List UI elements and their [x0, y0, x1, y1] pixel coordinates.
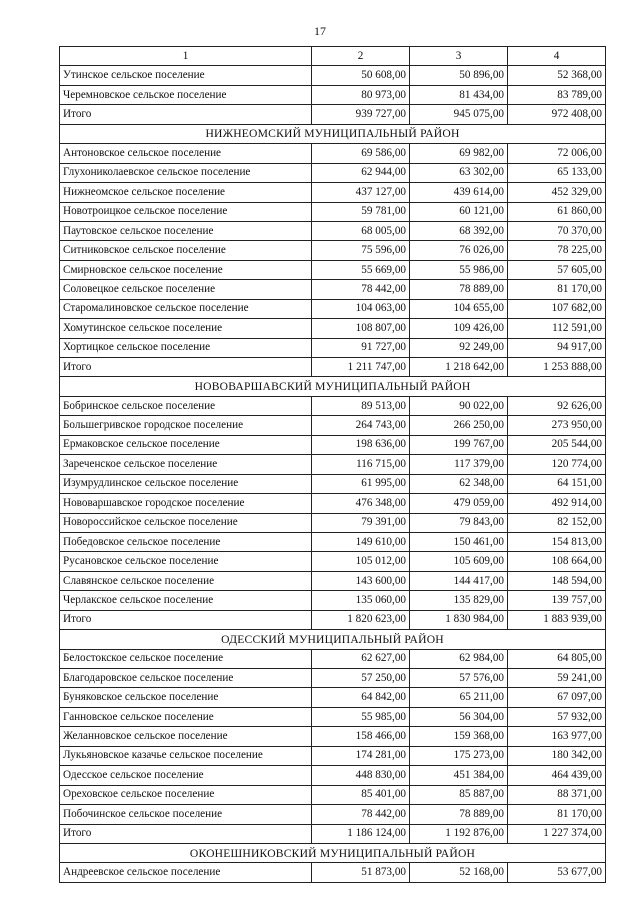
header-col-4: 4	[508, 47, 606, 66]
amount-cell-col-2: 61 995,00	[312, 474, 410, 493]
amount-cell-col-4: 52 368,00	[508, 66, 606, 85]
section-header-row	[60, 630, 606, 649]
table-row	[60, 766, 606, 785]
table-row	[60, 649, 606, 668]
amount-cell-col-4: 81 170,00	[508, 280, 606, 299]
amount-cell-col-3: 945 075,00	[410, 105, 508, 124]
amount-cell-col-4: 53 677,00	[508, 863, 606, 882]
amount-cell-col-2: 198 636,00	[312, 435, 410, 454]
header-col-3: 3	[410, 47, 508, 66]
amount-cell-col-2: 57 250,00	[312, 669, 410, 688]
amount-cell-col-3: 50 896,00	[410, 66, 508, 85]
settlement-name: Изумрудлинское сельское поселение	[60, 474, 312, 493]
amount-cell-col-4: 64 151,00	[508, 474, 606, 493]
amount-cell-col-3: 90 022,00	[410, 396, 508, 415]
amount-cell-col-3: 78 889,00	[410, 280, 508, 299]
table-row	[60, 805, 606, 824]
settlement-name: Хомутинское сельское поселение	[60, 319, 312, 338]
amount-cell-col-2: 108 807,00	[312, 319, 410, 338]
amount-cell-col-3: 266 250,00	[410, 416, 508, 435]
amount-cell-col-2: 89 513,00	[312, 396, 410, 415]
settlement-name: Андреевское сельское поселение	[60, 863, 312, 882]
settlement-name: Итого	[60, 610, 312, 629]
amount-cell-col-2: 1 186 124,00	[312, 824, 410, 843]
table-row	[60, 66, 606, 85]
amount-cell-col-3: 159 368,00	[410, 727, 508, 746]
amount-cell-col-2: 80 973,00	[312, 85, 410, 104]
amount-cell-col-2: 448 830,00	[312, 766, 410, 785]
table-row	[60, 396, 606, 415]
section-title: НИЖНЕОМСКИЙ МУНИЦИПАЛЬНЫЙ РАЙОН	[60, 124, 606, 143]
header-col-1: 1	[60, 47, 312, 66]
amount-cell-col-2: 51 873,00	[312, 863, 410, 882]
table-row	[60, 241, 606, 260]
amount-cell-col-4: 65 133,00	[508, 163, 606, 182]
section-header-row	[60, 377, 606, 396]
table-row	[60, 727, 606, 746]
amount-cell-col-4: 1 227 374,00	[508, 824, 606, 843]
amount-cell-col-3: 78 889,00	[410, 805, 508, 824]
amount-cell-col-3: 1 218 642,00	[410, 358, 508, 377]
settlement-name: Ореховское сельское поселение	[60, 785, 312, 804]
amount-cell-col-4: 57 605,00	[508, 260, 606, 279]
table-row	[60, 416, 606, 435]
table-row	[60, 688, 606, 707]
amount-cell-col-4: 180 342,00	[508, 746, 606, 765]
amount-cell-col-4: 72 006,00	[508, 144, 606, 163]
amount-cell-col-3: 79 843,00	[410, 513, 508, 532]
amount-cell-col-4: 1 883 939,00	[508, 610, 606, 629]
amount-cell-col-4: 92 626,00	[508, 396, 606, 415]
section-title: ОДЕССКИЙ МУНИЦИПАЛЬНЫЙ РАЙОН	[60, 630, 606, 649]
amount-cell-col-3: 62 984,00	[410, 649, 508, 668]
settlement-name: Ермаковское сельское поселение	[60, 435, 312, 454]
amount-cell-col-4: 205 544,00	[508, 435, 606, 454]
settlement-name: Бобринское сельское поселение	[60, 396, 312, 415]
settlement-name: Утинское сельское поселение	[60, 66, 312, 85]
table-row	[60, 669, 606, 688]
total-row	[60, 824, 606, 843]
amount-cell-col-2: 91 727,00	[312, 338, 410, 357]
amount-cell-col-4: 148 594,00	[508, 571, 606, 590]
amount-cell-col-2: 78 442,00	[312, 280, 410, 299]
amount-cell-col-3: 199 767,00	[410, 435, 508, 454]
amount-cell-col-4: 78 225,00	[508, 241, 606, 260]
amount-cell-col-3: 451 384,00	[410, 766, 508, 785]
amount-cell-col-4: 492 914,00	[508, 494, 606, 513]
settlement-name: Старомалиновское сельское поселение	[60, 299, 312, 318]
amount-cell-col-4: 81 170,00	[508, 805, 606, 824]
table-row	[60, 299, 606, 318]
amount-cell-col-3: 68 392,00	[410, 221, 508, 240]
table-row	[60, 532, 606, 551]
amount-cell-col-3: 85 887,00	[410, 785, 508, 804]
settlement-name: Благодаровское сельское поселение	[60, 669, 312, 688]
settlement-name: Черемновское сельское поселение	[60, 85, 312, 104]
settlement-name: Белостокское сельское поселение	[60, 649, 312, 668]
settlement-name: Одесское сельское поселение	[60, 766, 312, 785]
section-header-row	[60, 843, 606, 862]
settlement-name: Ганновское сельское поселение	[60, 707, 312, 726]
settlement-name: Черлакское сельское поселение	[60, 591, 312, 610]
settlement-name: Паутовское сельское поселение	[60, 221, 312, 240]
amount-cell-col-3: 81 434,00	[410, 85, 508, 104]
table-row	[60, 571, 606, 590]
amount-cell-col-3: 62 348,00	[410, 474, 508, 493]
amount-cell-col-2: 75 596,00	[312, 241, 410, 260]
amount-cell-col-2: 62 627,00	[312, 649, 410, 668]
amount-cell-col-4: 83 789,00	[508, 85, 606, 104]
amount-cell-col-4: 163 977,00	[508, 727, 606, 746]
table-row	[60, 494, 606, 513]
amount-cell-col-4: 972 408,00	[508, 105, 606, 124]
amount-cell-col-4: 67 097,00	[508, 688, 606, 707]
amount-cell-col-2: 143 600,00	[312, 571, 410, 590]
page-number: 17	[314, 24, 326, 38]
amount-cell-col-2: 78 442,00	[312, 805, 410, 824]
section-title: НОВОВАРШАВСКИЙ МУНИЦИПАЛЬНЫЙ РАЙОН	[60, 377, 606, 396]
amount-cell-col-2: 79 391,00	[312, 513, 410, 532]
amount-cell-col-2: 69 586,00	[312, 144, 410, 163]
table-row	[60, 202, 606, 221]
table-row	[60, 435, 606, 454]
settlement-name: Нововаршавское городское поселение	[60, 494, 312, 513]
amount-cell-col-3: 57 576,00	[410, 669, 508, 688]
amount-cell-col-4: 120 774,00	[508, 455, 606, 474]
amount-cell-col-2: 149 610,00	[312, 532, 410, 551]
amount-cell-col-4: 70 370,00	[508, 221, 606, 240]
amount-cell-col-3: 63 302,00	[410, 163, 508, 182]
amount-cell-col-3: 150 461,00	[410, 532, 508, 551]
amount-cell-col-4: 88 371,00	[508, 785, 606, 804]
amount-cell-col-2: 64 842,00	[312, 688, 410, 707]
settlement-name: Славянское сельское поселение	[60, 571, 312, 590]
amount-cell-col-3: 1 192 876,00	[410, 824, 508, 843]
total-row	[60, 105, 606, 124]
settlement-name: Побочинское сельское поселение	[60, 805, 312, 824]
header-col-2: 2	[312, 47, 410, 66]
amount-cell-col-2: 59 781,00	[312, 202, 410, 221]
amount-cell-col-3: 104 655,00	[410, 299, 508, 318]
amount-cell-col-4: 82 152,00	[508, 513, 606, 532]
amount-cell-col-3: 175 273,00	[410, 746, 508, 765]
amount-cell-col-4: 112 591,00	[508, 319, 606, 338]
settlement-name: Хортицкое сельское поселение	[60, 338, 312, 357]
table-row	[60, 513, 606, 532]
amount-cell-col-4: 1 253 888,00	[508, 358, 606, 377]
table-row	[60, 85, 606, 104]
amount-cell-col-4: 154 813,00	[508, 532, 606, 551]
amount-cell-col-2: 105 012,00	[312, 552, 410, 571]
amount-cell-col-2: 1 211 747,00	[312, 358, 410, 377]
amount-cell-col-3: 144 417,00	[410, 571, 508, 590]
settlement-name: Антоновское сельское поселение	[60, 144, 312, 163]
amount-cell-col-2: 1 820 623,00	[312, 610, 410, 629]
table-row	[60, 785, 606, 804]
amount-cell-col-3: 92 249,00	[410, 338, 508, 357]
total-row	[60, 610, 606, 629]
amount-cell-col-2: 104 063,00	[312, 299, 410, 318]
amount-cell-col-4: 59 241,00	[508, 669, 606, 688]
amount-cell-col-3: 135 829,00	[410, 591, 508, 610]
settlement-name: Зареченское сельское поселение	[60, 455, 312, 474]
amount-cell-col-2: 158 466,00	[312, 727, 410, 746]
amount-cell-col-4: 107 682,00	[508, 299, 606, 318]
amount-cell-col-3: 60 121,00	[410, 202, 508, 221]
amount-cell-col-4: 64 805,00	[508, 649, 606, 668]
section-header-row	[60, 124, 606, 143]
table-row	[60, 319, 606, 338]
settlement-name: Итого	[60, 358, 312, 377]
table-row	[60, 474, 606, 493]
table-row	[60, 221, 606, 240]
settlement-name: Нижнеомское сельское поселение	[60, 183, 312, 202]
amount-cell-col-2: 264 743,00	[312, 416, 410, 435]
amount-cell-col-2: 476 348,00	[312, 494, 410, 513]
amount-cell-col-4: 108 664,00	[508, 552, 606, 571]
amount-cell-col-3: 439 614,00	[410, 183, 508, 202]
table-row	[60, 260, 606, 279]
amount-cell-col-3: 69 982,00	[410, 144, 508, 163]
section-title: ОКОНЕШНИКОВСКИЙ МУНИЦИПАЛЬНЫЙ РАЙОН	[60, 843, 606, 862]
settlement-name: Победовское сельское поселение	[60, 532, 312, 551]
settlement-name: Новороссийское сельское поселение	[60, 513, 312, 532]
amount-cell-col-4: 57 932,00	[508, 707, 606, 726]
table-row	[60, 863, 606, 882]
amount-cell-col-4: 464 439,00	[508, 766, 606, 785]
amount-cell-col-3: 1 830 984,00	[410, 610, 508, 629]
amount-cell-col-2: 55 669,00	[312, 260, 410, 279]
table-row	[60, 552, 606, 571]
settlement-name: Русановское сельское поселение	[60, 552, 312, 571]
table-row	[60, 746, 606, 765]
table-row	[60, 707, 606, 726]
amount-cell-col-3: 52 168,00	[410, 863, 508, 882]
amount-cell-col-2: 116 715,00	[312, 455, 410, 474]
amount-cell-col-3: 105 609,00	[410, 552, 508, 571]
amount-cell-col-3: 76 026,00	[410, 241, 508, 260]
amount-cell-col-2: 85 401,00	[312, 785, 410, 804]
settlement-name: Ситниковское сельское поселение	[60, 241, 312, 260]
amount-cell-col-2: 62 944,00	[312, 163, 410, 182]
settlement-name: Буняковское сельское поселение	[60, 688, 312, 707]
amount-cell-col-2: 939 727,00	[312, 105, 410, 124]
settlement-name: Итого	[60, 105, 312, 124]
settlement-name: Соловецкое сельское поселение	[60, 280, 312, 299]
settlement-name: Новотроицкое сельское поселение	[60, 202, 312, 221]
amount-cell-col-3: 117 379,00	[410, 455, 508, 474]
amount-cell-col-4: 452 329,00	[508, 183, 606, 202]
amount-cell-col-2: 437 127,00	[312, 183, 410, 202]
table-row	[60, 144, 606, 163]
settlement-name: Большегривское городское поселение	[60, 416, 312, 435]
table-row	[60, 280, 606, 299]
table-row	[60, 591, 606, 610]
amount-cell-col-4: 61 860,00	[508, 202, 606, 221]
amount-cell-col-3: 65 211,00	[410, 688, 508, 707]
settlement-name: Глухониколаевское сельское поселение	[60, 163, 312, 182]
table-row	[60, 183, 606, 202]
table-row	[60, 163, 606, 182]
amount-cell-col-3: 56 304,00	[410, 707, 508, 726]
amount-cell-col-3: 109 426,00	[410, 319, 508, 338]
budget-table	[59, 46, 606, 883]
amount-cell-col-2: 50 608,00	[312, 66, 410, 85]
settlement-name: Желанновское сельское поселение	[60, 727, 312, 746]
settlement-name: Итого	[60, 824, 312, 843]
amount-cell-col-2: 68 005,00	[312, 221, 410, 240]
amount-cell-col-4: 139 757,00	[508, 591, 606, 610]
total-row	[60, 358, 606, 377]
table-row	[60, 455, 606, 474]
settlement-name: Смирновское сельское поселение	[60, 260, 312, 279]
amount-cell-col-4: 273 950,00	[508, 416, 606, 435]
amount-cell-col-3: 55 986,00	[410, 260, 508, 279]
amount-cell-col-2: 55 985,00	[312, 707, 410, 726]
table-row	[60, 338, 606, 357]
amount-cell-col-2: 174 281,00	[312, 746, 410, 765]
amount-cell-col-3: 479 059,00	[410, 494, 508, 513]
amount-cell-col-4: 94 917,00	[508, 338, 606, 357]
settlement-name: Лукьяновское казачье сельское поселение	[60, 746, 312, 765]
table-header-row	[60, 47, 606, 66]
amount-cell-col-2: 135 060,00	[312, 591, 410, 610]
